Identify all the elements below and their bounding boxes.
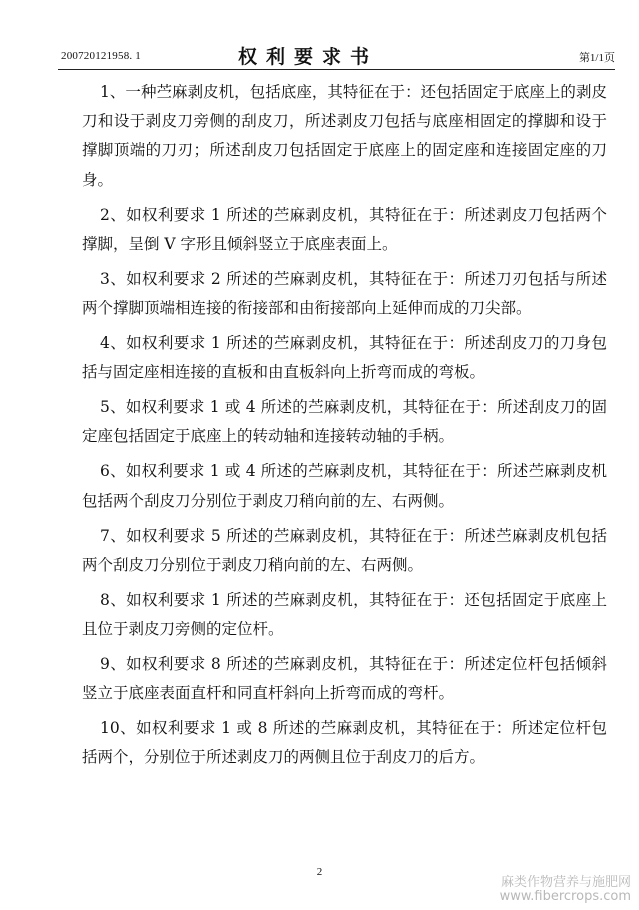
- claim-6: 6、如权利要求 1 或 4 所述的苎麻剥皮机，其特征在于：所述苎麻剥皮机包括两个刮皮刀分别位于剥皮刀稍向前的左、右两侧。: [82, 462, 607, 510]
- claim-8: 8、如权利要求 1 所述的苎麻剥皮机，其特征在于：还包括固定于底座上且位于剥皮刀旁侧的定位杆。: [82, 590, 607, 639]
- header-rule: [58, 69, 615, 70]
- document-title: 权利要求书: [238, 46, 379, 68]
- claim-4: 4、如权利要求 1 所述的苎麻剥皮机，其特征在于：所述刮皮刀的刀身包括与固定座相连接的直板和由直板斜向上折弯而成的弯板。: [82, 334, 607, 382]
- page-number: 2: [316, 866, 323, 878]
- claims-body: [82, 78, 607, 778]
- claim-9: 9、如权利要求 8 所述的苎麻剥皮机，其特征在于：所述定位杆包括倾斜竖立于底座表面直杆和同直杆斜向上折弯而成的弯杆。: [82, 655, 607, 703]
- watermark-line1: 麻类作物营养与施肥网: [500, 875, 631, 890]
- claim-7: 7、如权利要求 5 所述的苎麻剥皮机，其特征在于：所述苎麻剥皮机包括两个刮皮刀分别位于剥皮刀稍向前的左、右两侧。: [82, 526, 607, 574]
- page-indicator: 第1/1页: [578, 52, 615, 64]
- document-number: 200720121958. 1: [61, 50, 141, 62]
- claim-10: 10、如权利要求 1 或 8 所述的苎麻剥皮机，其特征在于：所述定位杆包括两个，分别位于所述剥皮刀的两侧且位于刮皮刀的后方。: [82, 719, 607, 767]
- watermark-line2: www.fibercrops.com: [499, 889, 631, 904]
- claim-3: 3、如权利要求 2 所述的苎麻剥皮机，其特征在于：所述刀刃包括与所述两个撑脚顶端相连接的衔接部和由衔接部向上延伸而成的刀尖部。: [82, 269, 607, 318]
- claim-1: 1、一种苎麻剥皮机，包括底座，其特征在于：还包括固定于底座上的剥皮刀和设于剥皮刀旁侧的刮皮刀，所述剥皮刀包括与底座相固定的撑脚和设于撑脚顶端的刀刃；所述刮皮刀包括固定于底座上的固定座和连接固定座的刀身。: [82, 83, 607, 189]
- claim-2: 2、如权利要求 1 所述的苎麻剥皮机，其特征在于：所述剥皮刀包括两个撑脚，呈倒 V 字形且倾斜竖立于底座表面上。: [82, 205, 607, 253]
- claim-5: 5、如权利要求 1 或 4 所述的苎麻剥皮机，其特征在于：所述刮皮刀的固定座包括固定于底座上的转动轴和连接转动轴的手柄。: [82, 398, 607, 446]
- watermark: [500, 876, 631, 904]
